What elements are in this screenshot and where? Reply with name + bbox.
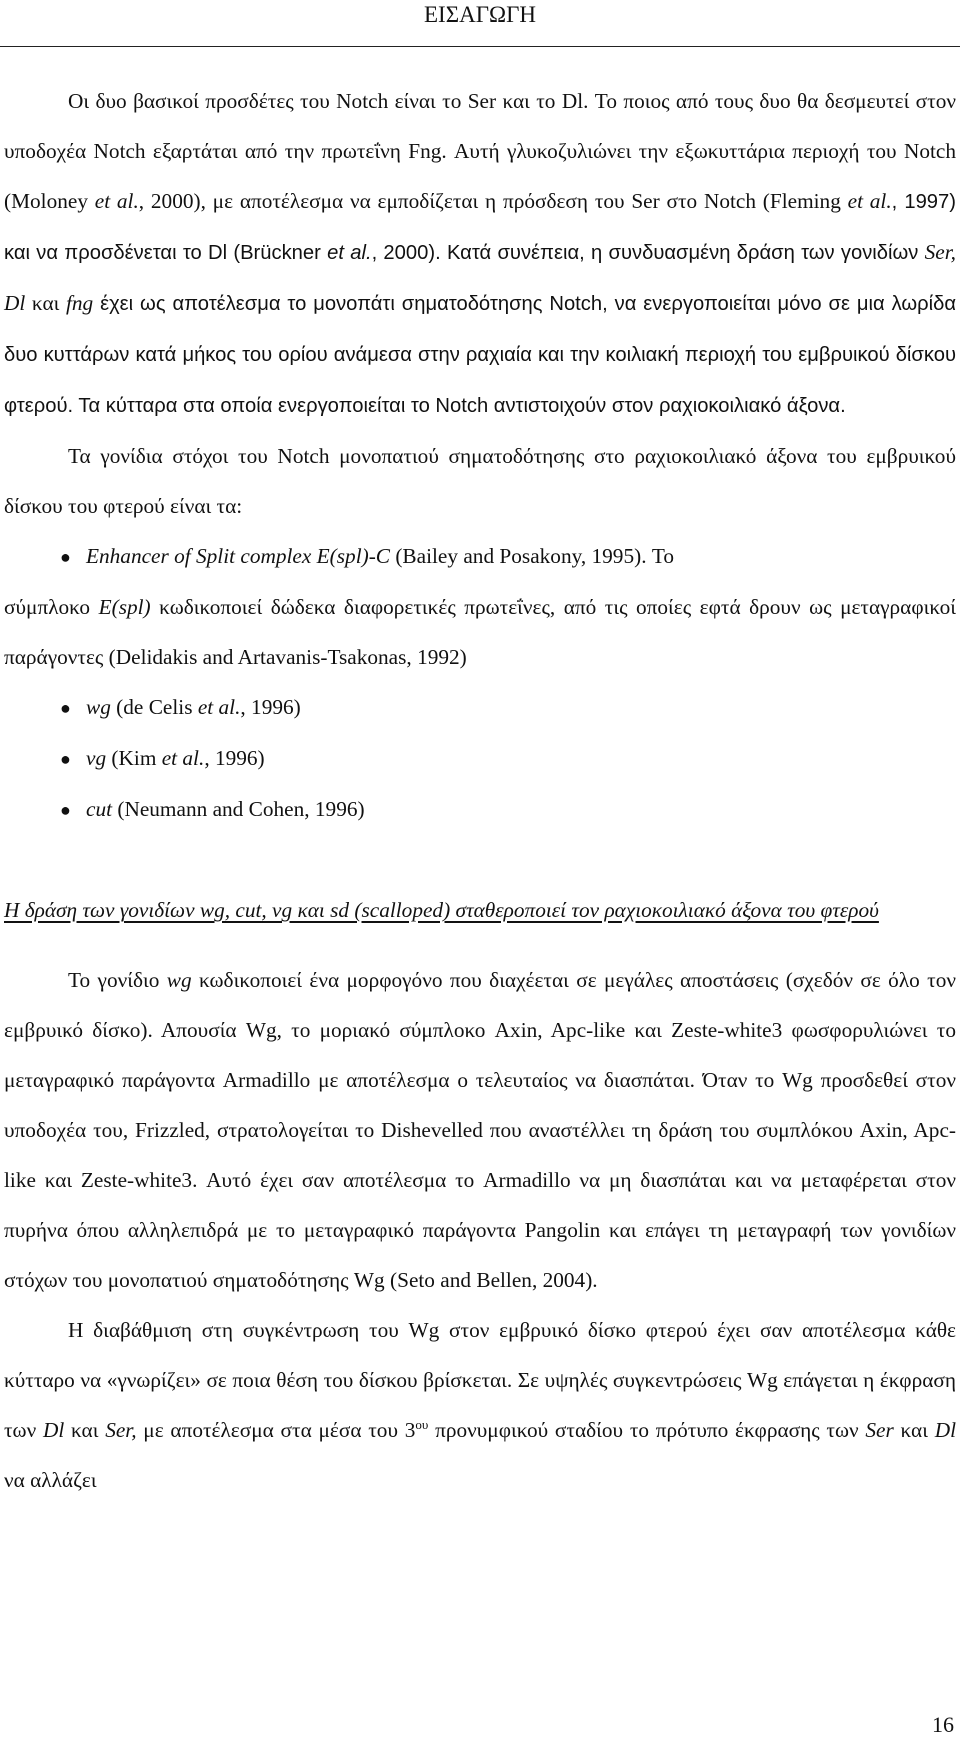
list-item-continuation: σύμπλοκο E(spl) κωδικοποιεί δώδεκα διαφορετικές πρωτεΐνες, από τις οποίες εφτά δρουν ως μεταγραφικοί παράγοντες (Delidakis and Artavanis-Tsakonas, 1992)	[4, 595, 957, 669]
list-item: ● wg (de Celis et al., 1996)	[4, 682, 956, 733]
paragraph-wg-gradient: Η διαβάθμιση στη συγκέντρωση του Wg στον εμβρυικό δίσκο φτερού έχει σαν αποτέλεσμα κάθε κύτταρο να «γνωρίζει» σε ποια θέση του δίσκου βρίσκεται. Σε υψηλές συγκεντρώσεις Wg επάγεται η έκφραση των Dl και Ser, με αποτέλεσμα στα μέσα του $3^{o\upsilon}$ προνυμφικού σταδίου το πρότυπο έκφρασης των Ser και Dl να αλλάζει	[4, 1318, 956, 1492]
page-body	[4, 76, 956, 1505]
header-title: ΕΙΣΑΓΩΓΗ	[423, 2, 536, 27]
bullet-icon: ●	[60, 800, 71, 820]
header-divider	[0, 46, 960, 47]
list-item: ● cut (Neumann and Cohen, 1996)	[4, 784, 956, 835]
paragraph-wg-signaling: Το γονίδιο wg κωδικοποιεί ένα μορφογόνο που διαχέεται σε μεγάλες αποστάσεις (σχεδόν σε όλο τον εμβρυικό δίσκο). Απουσία Wg, το μοριακό σύμπλοκο Axin, Apc-like και Zeste-white3 φωσφορυλιώνει το μεταγραφικό παράγοντα Armadillo με αποτέλεσμα ο τελευταίος να διασπάται. Όταν το Wg προσδεθεί στον υποδοχέα του, Frizzled, στρατολογείται το Dishevelled που αναστέλλει τη δράση του συμπλόκου Axin, Apc-like και Zeste-white3. Αυτό έχει σαν αποτέλεσμα το Armadillo να μη διασπάται και να μεταφέρεται στον πυρήνα όπου αλληλεπιδρά με το μεταγραφικό παράγοντα Pangolin και επάγει τη μεταγραφή των γονιδίων στόχων του μονοπατιού σηματοδότησης Wg (Seto and Bellen, 2004).	[4, 968, 956, 1292]
list-item: ● vg (Kim et al., 1996)	[4, 733, 956, 784]
list-item: ● Enhancer of Split complex E(spl)-C (Bailey and Posakony, 1995). Το	[4, 531, 956, 582]
paragraph-notch-ligands: Οι δυο βασικοί προσδέτες του Notch είναι το Ser και το Dl. Το ποιος από τους δυο θα δεσμευτεί στον υποδοχέα Notch εξαρτάται από την πρωτεΐνη Fng. Αυτή γλυκοζυλιώνει την εξωκυττάρια περιοχή του Notch (Moloney et al., 2000), με αποτέλεσμα να εμποδίζεται η πρόσδεση του Ser στο Notch (Fleming et al., 1997) και να προσδένεται το Dl (Brückner et al., 2000). Κατά συνέπεια, η συνδυασμένη δράση των γονιδίων Ser, Dl και fng έχει ως αποτέλεσμα το μονοπάτι σηματοδότησης Notch, να ενεργοποιείται μόνο σε μια λωρίδα δυο κυττάρων κατά μήκος του ορίου ανάμεσα στην ραχιαία και την κοιλιακή περιοχή του εμβρυικού δίσκου φτερού. Τα κύτταρα στα οποία ενεργοποιείται το Notch αντιστοιχούν στον ραχιοκοιλιακό άξονα.	[4, 89, 956, 417]
running-header	[0, 0, 960, 46]
section-heading: Η δράση των γονιδίων wg, cut, vg και sd (scalloped) σταθεροποιεί τον ραχιοκοιλιακό άξονα του φτερού	[4, 898, 879, 922]
page-number: 16	[932, 1712, 954, 1737]
bullet-icon: ●	[60, 698, 71, 718]
bullet-icon: ●	[60, 749, 71, 769]
bullet-icon: ●	[60, 547, 71, 567]
paragraph-target-genes-intro: Τα γονίδια στόχοι του Notch μονοπατιού σηματοδότησης στο ραχιοκοιλιακό άξονα του εμβρυικού δίσκου του φτερού είναι τα:	[4, 444, 956, 518]
